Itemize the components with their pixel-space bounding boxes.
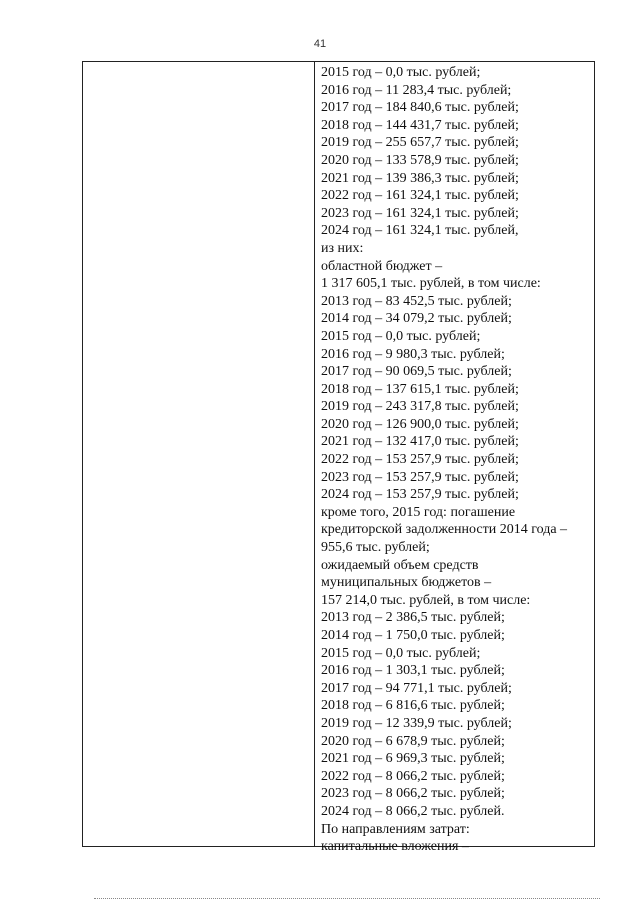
text-line: 2024 год – 153 257,9 тыс. рублей; [321,487,519,503]
text-line: 2017 год – 184 840,6 тыс. рублей; [321,100,519,116]
text-line: 2022 год – 8 066,2 тыс. рублей; [321,768,505,784]
text-line: 2023 год – 153 257,9 тыс. рублей; [321,469,519,485]
text-line: 2019 год – 12 339,9 тыс. рублей; [321,715,512,731]
text-line: 2013 год – 2 386,5 тыс. рублей; [321,610,505,626]
text-line: 2021 год – 132 417,0 тыс. рублей; [321,434,519,450]
text-line: 2015 год – 0,0 тыс. рублей; [321,645,481,661]
text-line: 2017 год – 94 771,1 тыс. рублей; [321,680,512,696]
text-line: 2023 год – 8 066,2 тыс. рублей; [321,786,505,802]
text-line: 2016 год – 11 283,4 тыс. рублей; [321,82,512,98]
text-line: из них: [321,240,364,256]
text-line: 2022 год – 153 257,9 тыс. рублей; [321,452,519,468]
text-line: 2021 год – 6 969,3 тыс. рублей; [321,751,505,767]
text-line: 1 317 605,1 тыс. рублей, в том числе: [321,276,541,292]
text-line: 2019 год – 243 317,8 тыс. рублей; [321,399,519,415]
text-line: областной бюджет – [321,258,443,274]
text-line: 2014 год – 1 750,0 тыс. рублей; [321,628,505,643]
table-right-cell [321,64,591,856]
text-line: 2024 год – 161 324,1 тыс. рублей, [321,223,519,239]
text-line: 2017 год – 90 069,5 тыс. рублей; [321,364,512,380]
text-line: 2023 год – 161 324,1 тыс. рублей; [321,205,519,221]
footer-rule [94,898,600,899]
text-line: 2020 год – 133 578,9 тыс. рублей; [321,152,519,168]
text-line: капитальные вложения – [321,839,469,855]
text-line: 2021 год – 139 386,3 тыс. рублей; [321,170,519,186]
text-line: 2015 год – 0,0 тыс. рублей; [321,328,481,344]
text-line: 2018 год – 144 431,7 тыс. рублей; [321,117,519,133]
table-column-divider [314,61,315,847]
text-line: 2019 год – 255 657,7 тыс. рублей; [321,135,519,151]
text-line: 2013 год – 83 452,5 тыс. рублей; [321,293,512,309]
text-line: 955,6 тыс. рублей; [321,540,430,556]
text-line: ожидаемый объем средств [321,557,479,573]
text-line: кредиторской задолженности 2014 года – [321,522,568,538]
text-line: 2016 год – 9 980,3 тыс. рублей; [321,346,505,362]
text-line: 2024 год – 8 066,2 тыс. рублей. [321,803,505,819]
text-line: 2014 год – 34 079,2 тыс. рублей; [321,311,512,327]
text-line: 2022 год – 161 324,1 тыс. рублей; [321,188,519,204]
text-line: муниципальных бюджетов – [321,575,492,591]
text-line: 2016 год – 1 303,1 тыс. рублей; [321,663,505,679]
text-line: 2015 год – 0,0 тыс. рублей; [321,65,481,80]
page-number: 41 [313,38,327,50]
text-line: кроме того, 2015 год: погашение [321,504,516,520]
text-line: 2020 год – 6 678,9 тыс. рублей; [321,733,505,749]
text-line: По направлениям затрат: [321,821,470,837]
text-line: 2020 год – 126 900,0 тыс. рублей; [321,416,519,432]
text-line: 157 214,0 тыс. рублей, в том числе: [321,592,531,608]
text-line: 2018 год – 6 816,6 тыс. рублей; [321,698,505,714]
text-line: 2018 год – 137 615,1 тыс. рублей; [321,381,519,397]
